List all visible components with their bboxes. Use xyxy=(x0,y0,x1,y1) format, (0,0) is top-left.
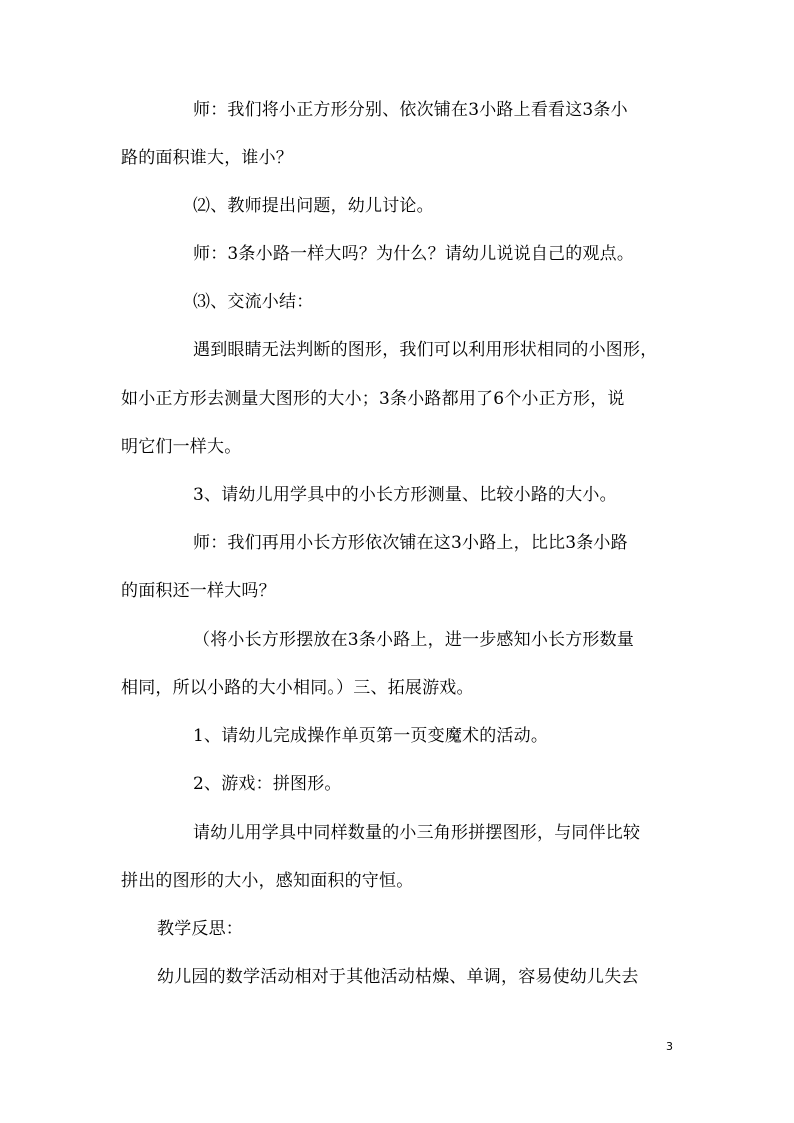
paragraph-line: 的面积还一样大吗？ xyxy=(121,581,276,601)
paragraph-line: 1、请幼儿完成操作单页第一页变魔术的活动。 xyxy=(193,726,549,746)
paragraph-line: （将小长方形摆放在3条小路上，进一步感知小长方形数量 xyxy=(193,630,635,650)
paragraph-line: ⑶、交流小结： xyxy=(193,292,314,312)
paragraph-line: 师：我们将小正方形分别、依次铺在3小路上看看这3条小 xyxy=(193,100,628,120)
paragraph-line: 明它们一样大。 xyxy=(121,437,242,457)
paragraph-line: 如小正方形去测量大图形的大小；3条小路都用了6个小正方形，说 xyxy=(121,389,625,409)
paragraph-line: 路的面积谁大，谁小？ xyxy=(121,148,293,168)
paragraph-line: 2、游戏：拼图形。 xyxy=(193,774,342,794)
paragraph-line: 3、请幼儿用学具中的小长方形测量、比较小路的大小。 xyxy=(193,485,617,505)
paragraph-line: 师：3条小路一样大吗？为什么？请幼儿说说自己的观点。 xyxy=(193,244,635,264)
paragraph-line: 幼儿园的数学活动相对于其他活动枯燥、单调，容易使幼儿失去 xyxy=(157,967,639,987)
section-heading: 教学反思： xyxy=(157,919,243,939)
paragraph-line: 拼出的图形的大小，感知面积的守恒。 xyxy=(121,871,414,891)
paragraph-line: 遇到眼睛无法判断的图形，我们可以利用形状相同的小图形， xyxy=(193,340,658,360)
paragraph-line: 请幼儿用学具中同样数量的小三角形拼摆图形，与同伴比较 xyxy=(193,823,641,843)
paragraph-line: 师：我们再用小长方形依次铺在这3小路上，比比3条小路 xyxy=(193,533,628,553)
paragraph-line: 相同，所以小路的大小相同。）三、拓展游戏。 xyxy=(121,678,474,698)
paragraph-line: ⑵、教师提出问题，幼儿讨论。 xyxy=(193,196,434,216)
page-number: 3 xyxy=(666,1040,673,1053)
